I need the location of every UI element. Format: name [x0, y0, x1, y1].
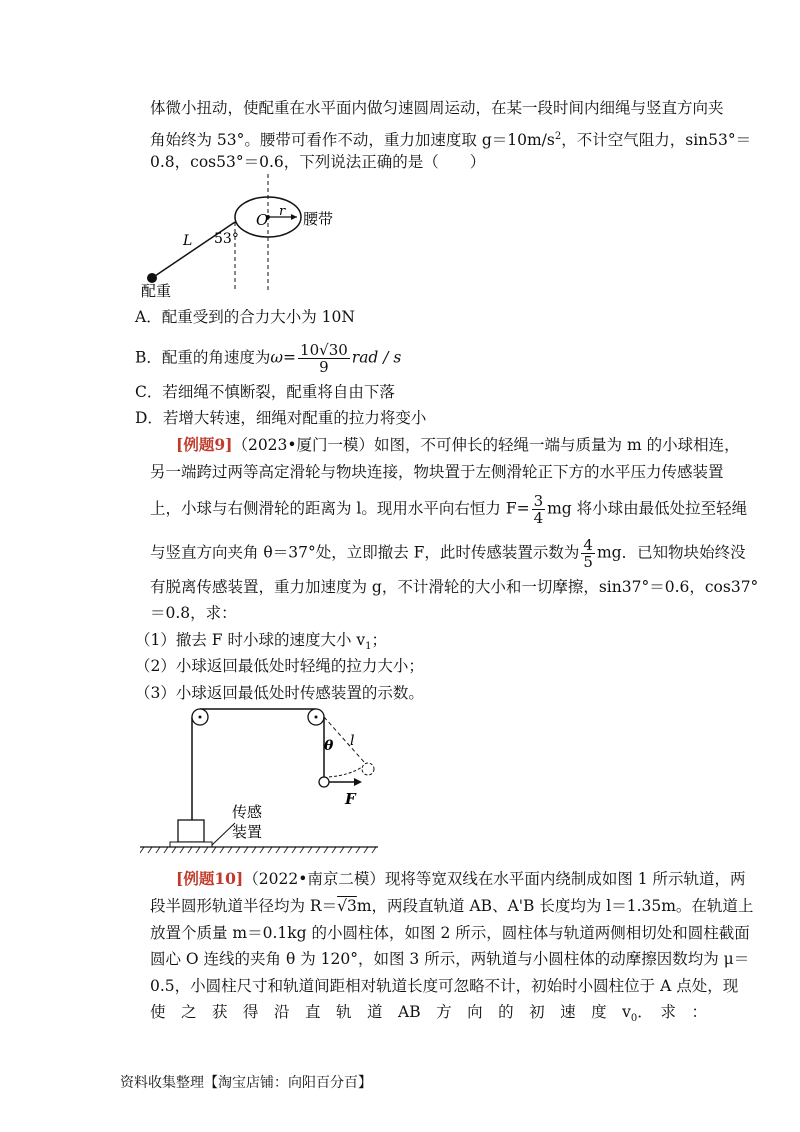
label-O: O — [256, 211, 269, 229]
q8-line1: 体微小扭动，使配重在水平面内做匀速圆周运动，在某一段时间内细绳与竖直方向夹 — [150, 99, 724, 117]
q8-optb-unit: rad / s — [351, 348, 402, 367]
q10-line4: 圆心 O 连线的夹角 θ 为 120°，如图 3 所示，两轨道与小圆柱体的动摩擦因数均为 μ＝ — [150, 950, 750, 968]
q8-optb-fraction — [298, 342, 350, 375]
label-r: r — [279, 204, 286, 219]
label-sensor-2: 装置 — [232, 823, 263, 841]
q9-sub2: （2）小球返回最低处时轻绳的拉力大小； — [135, 657, 424, 675]
q9-sub1b: ； — [371, 631, 388, 649]
q10-line6-sub: 0 — [630, 1013, 638, 1025]
sensor-base — [170, 842, 212, 847]
label-theta: θ — [324, 738, 334, 754]
force-arrowhead — [354, 778, 362, 786]
q9-line4 — [150, 537, 746, 570]
q10-line1 — [176, 869, 746, 889]
q10-line6 — [150, 1002, 707, 1029]
q8-line2 — [150, 127, 751, 150]
label-L: L — [183, 233, 193, 249]
ground-hatching — [140, 847, 376, 853]
q9-line4a: 与竖直方向夹角 θ＝37°处，立即撤去 F，此时传感装置示数为 — [150, 543, 580, 562]
q10-line2-sqrt: √3 — [337, 897, 357, 915]
frac-den: 9 — [319, 358, 329, 376]
q9-line1-text: （2023•厦门一模）如图，不可伸长的轻绳一端与质量为 m 的小球相连， — [232, 436, 740, 454]
q8-option-b: B．配重的角速度为ω= $\frac{10√30}{9}$ rad / s — [135, 341, 402, 376]
frac-num: 3 — [533, 492, 544, 510]
q8-omega: ω — [270, 348, 284, 367]
q9-line1 — [176, 435, 740, 455]
q8-option-d: D．若增大转速，细绳对配重的拉力将变小 — [135, 409, 427, 427]
q9-line3a: 上，小球与右侧滑轮的距离为 l。现用水平向右恒力 F= — [150, 499, 530, 518]
q8-option-a: A．配重受到的合力大小为 10N — [135, 308, 355, 326]
frac-num: 4 — [583, 536, 593, 554]
q9-line5: 有脱离传感装置，重力加速度为 g，不计滑轮的大小和一切摩擦，sin37°＝0.6，cos37° — [150, 578, 759, 596]
q9-frac1 — [532, 493, 546, 526]
label-belt: 腰带 — [303, 210, 334, 228]
ball — [319, 777, 329, 787]
q8-line2b: ，不计空气阻力，sin53°＝ — [561, 131, 752, 150]
label-sensor-1: 传感 — [232, 803, 263, 821]
q10-line6a: 使 之 获 得 沿 直 轨 道 AB 方 向 的 初 速 度 v — [150, 1003, 631, 1021]
q10-tag: [例题10] — [176, 869, 244, 888]
frac-den: 4 — [533, 509, 544, 527]
label-weight: 配重 — [141, 282, 172, 300]
q8-figure — [135, 172, 375, 302]
q8-optb-pre: B．配重的角速度为 — [135, 348, 271, 367]
q9-sub1a: （1）撤去 F 时小球的速度大小 v — [135, 631, 366, 649]
q9-sub1-subscript: 1 — [365, 641, 372, 653]
q9-figure — [140, 705, 390, 860]
q9-frac2 — [581, 537, 595, 570]
q9-sub3: （3）小球返回最低处时传感装置的示数。 — [135, 684, 424, 702]
q9-line4b: mg．已知物块始终没 — [596, 543, 746, 562]
frac-den: 5 — [583, 553, 593, 571]
q10-line6b: ． 求 ： — [637, 1003, 707, 1021]
frac-num: 10√30 — [300, 341, 348, 359]
q9-line3b: mg 将小球由最低处拉至轻绳 — [547, 499, 748, 518]
q9-tag: [例题9] — [176, 435, 233, 454]
ghost-ball — [362, 763, 374, 775]
radius-arrowhead — [291, 214, 297, 220]
q9-line6: ＝0.8，求： — [150, 604, 237, 622]
label-53: 53° — [214, 231, 239, 247]
label-F: F — [345, 790, 356, 808]
q8-line3: 0.8，cos53°＝0.6，下列说法正确的是（ ） — [150, 153, 486, 171]
q10-line2a: 段半圆形轨道半径均为 R＝ — [150, 897, 338, 915]
q9-line3 — [150, 493, 747, 526]
right-pulley-axle — [315, 716, 318, 719]
q10-line2 — [150, 896, 753, 916]
q8-line2a: 角始终为 53°。腰带可看作不动，重力加速度取 g＝10m/s — [150, 131, 555, 150]
q9-line2: 另一端跨过两等高定滑轮与物块连接，物块置于左侧滑轮正下方的水平压力传感装置 — [150, 463, 724, 481]
swing-arc — [329, 767, 362, 777]
label-l: l — [350, 733, 355, 749]
q10-line5: 0.5，小圆柱尺寸和轨道间距相对轨道长度可忽略不计，初始时小圆柱位于 A 点处，现 — [150, 977, 739, 995]
q8-option-c: C．若细绳不慎断裂，配重将自由下落 — [135, 383, 395, 401]
q8-line2-sup: 2 — [554, 131, 562, 142]
sensor-block — [178, 820, 204, 842]
left-pulley-axle — [199, 716, 202, 719]
page-footer: 资料收集整理【淘宝店铺：向阳百分百】 — [120, 1075, 372, 1091]
q10-line1-text: （2022•南京二模）现将等宽双线在水平面内绕制成如图 1 所示轨道，两 — [243, 870, 746, 888]
q10-line3: 放置个质量 m＝0.1kg 的小圆柱体，如图 2 所示，圆柱体与轨道两侧相切处和圆柱截面 — [150, 924, 750, 942]
q10-line2b: m，两段直轨道 AB、A'B 长度均为 l＝1.35m。在轨道上 — [356, 897, 754, 915]
q9-sub1 — [135, 630, 387, 657]
